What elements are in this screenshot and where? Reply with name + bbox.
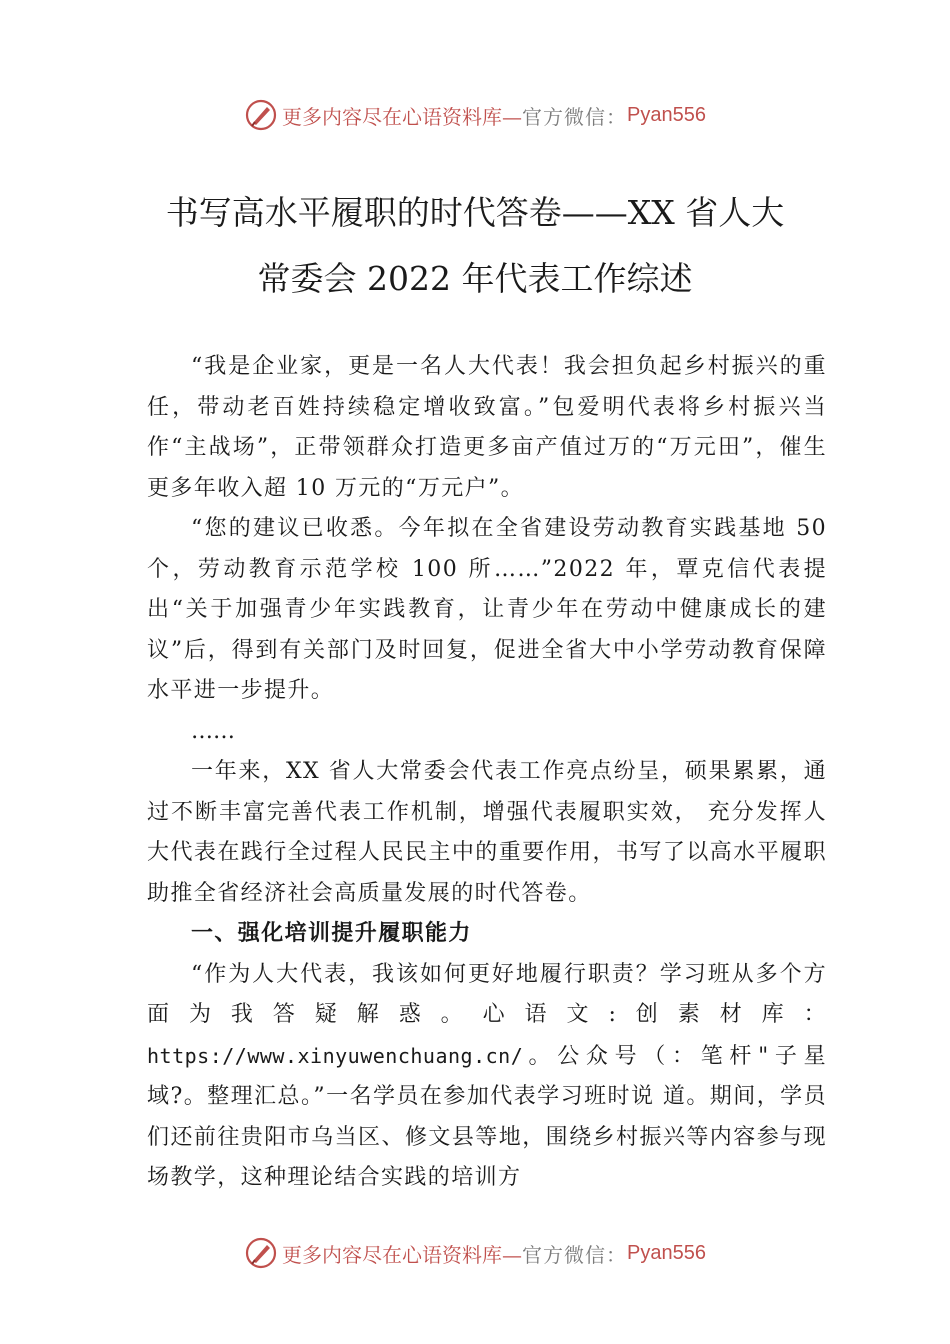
- wechat-id: Pyan556: [627, 1241, 706, 1264]
- article-body: [147, 347, 827, 1199]
- title-line-1: 书写高水平履职的时代答卷——XX 省人大: [165, 193, 785, 232]
- wechat-label: 官方微信：: [522, 104, 628, 129]
- promo-text: 更多内容尽在心语资料库—: [282, 1242, 523, 1267]
- source-url-link[interactable]: https://www.xinyuwenchuang.cn/: [147, 1043, 524, 1068]
- document-title: [100, 180, 850, 312]
- paragraph-5: [147, 955, 827, 1199]
- footer-watermark-banner: [0, 1233, 950, 1273]
- paragraph-1: “我是企业家，更是一名人大代表！我会担负起乡村振兴的重任，带动老百姓持续稳定增收致富。”包爱明代表将乡村振兴当作“主战场”，正带领群众打造更多亩产值过万的“万元田”，催生更多年收入超 10 万元的“万元户”。: [147, 354, 827, 501]
- paragraph-5-part-b: 。公众号（：笔杆"子星域?。整理汇总。”一名学员在参加代表学习班时说 道。期间，学员们还前往贵阳市乌当区、修文县等地，围绕乡村振兴等内容参与现场教学，这种理论结合实践的培训方: [147, 1043, 827, 1190]
- section-heading-1: 一、强化培训提升履职能力: [191, 921, 472, 946]
- pen-quill-logo-icon: [244, 1236, 278, 1270]
- title-line-2: 常委会 2022 年代表工作综述: [257, 259, 693, 298]
- pen-quill-logo-icon: [244, 98, 278, 132]
- paragraph-2: “您的建议已收悉。今年拟在全省建设劳动教育实践基地 50 个，劳动教育示范学校 100 所……”2022 年，覃克信代表提出“关于加强青少年实践教育，让青少年在劳动中健康成长的建议”后，得到有关部门及时回复，促进全省大中小学劳动教育保障水平进一步提升。: [147, 516, 827, 703]
- paragraph-ellipsis: ……: [191, 718, 235, 744]
- promo-text: 更多内容尽在心语资料库—: [282, 104, 523, 129]
- header-watermark-banner: [0, 95, 950, 135]
- wechat-label: 官方微信：: [522, 1242, 628, 1267]
- paragraph-4: 一年来，XX 省人大常委会代表工作亮点纷呈，硕果累累，通过不断丰富完善代表工作机制，增强代表履职实效， 充分发挥人大代表在践行全过程人民民主中的重要作用，书写了以高水平履职助推全省经济社会高质量发展的时代答卷。: [147, 759, 827, 906]
- wechat-id: Pyan556: [627, 103, 706, 126]
- paragraph-5-part-a: “作为人大代表，我该如何更好地履行职责？学习班从多个方面为我答疑解惑。心语文:创素材库：: [147, 961, 827, 1027]
